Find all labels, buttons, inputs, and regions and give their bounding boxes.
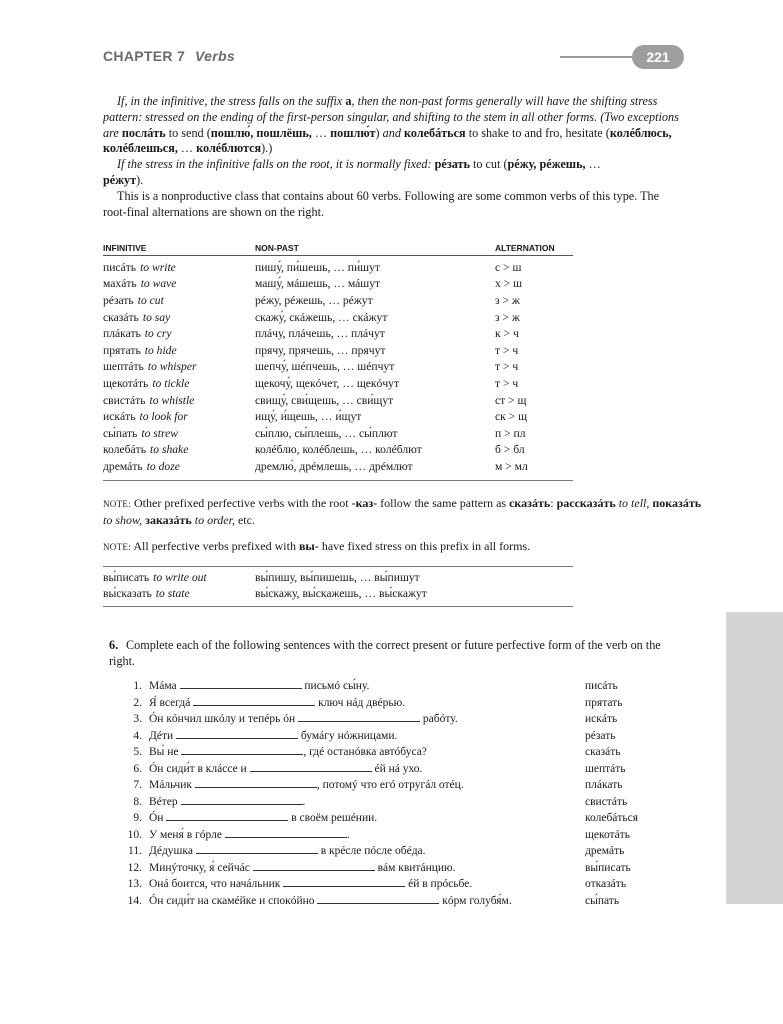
answer-blank[interactable] — [250, 761, 372, 772]
table-row: сказáть to say скажу́, скáжешь, … скáжут з > ж — [103, 310, 520, 324]
answer-blank[interactable] — [225, 827, 347, 838]
table-row: дремáть to doze дремлю́, дрéмлешь, … дрéмлют м > мл — [103, 459, 528, 473]
answer-blank[interactable] — [195, 777, 317, 788]
answer-blank[interactable] — [283, 876, 405, 887]
table-row: прятать to hide прячу, прячешь, … прячут т > ч — [103, 343, 519, 357]
exercise-instruction: 6. Complete each of the following sentences with the correct present or future perfective form of the verb on the right. — [109, 638, 661, 668]
table-row: махáть to wave машу́, мáшешь, … мáшут х > ш — [103, 277, 523, 291]
chapter-label: CHAPTER 7 — [103, 48, 186, 64]
table-row: плáкать to cry плáчу, плáчешь, … плáчут к > ч — [103, 327, 519, 341]
intro-paragraph-1: If, in the infinitive, the stress falls on the suffix а, then the non-past forms generally will have the shifting stress pattern: stressed on the ending of the first-person singular, and shifting to the stem in all other forms. (Two exceptions are послáть to send (пошлю́, пошлёшь, … пошлю́т) and колебáться to shake to and fro, hesitate (колéблюсь, колéблешься, … колéблются).) — [103, 94, 679, 156]
table-row: вы́писать to write out вы́пишу, вы́пишешь, … вы́пишут — [103, 570, 420, 584]
answer-blank[interactable] — [298, 711, 420, 722]
table2-bottom-rule — [103, 606, 573, 607]
intro-text — [103, 94, 685, 220]
answer-blank[interactable] — [166, 810, 288, 821]
table-row: колебáть to shake колéблю, колéблешь, … колéблют б > бл — [103, 443, 525, 457]
col-header-alternation: ALTERNATION — [495, 241, 573, 256]
col-header-infinitive: INFINITIVE — [103, 241, 255, 256]
intro-paragraph-3: This is a nonproductive class that contains about 60 verbs. Following are some common verbs of this type. The root-final alternations are shown on the right. — [103, 188, 660, 219]
vy-verb-table — [103, 569, 573, 602]
table-row: писáть to write пишу́, пи́шешь, … пи́шут с > ш — [103, 260, 522, 274]
running-header — [103, 48, 235, 64]
table-row: свистáть to whistle свищу́, сви́щешь, … сви́щут ст > щ — [103, 393, 527, 407]
intro-paragraph-2: If the stress in the infinitive falls on the root, it is normally fixed: рéзать to cut (рéжу, рéжешь, … рéжут). — [103, 157, 601, 187]
page-number: 221 — [632, 45, 684, 69]
side-thumb-tab — [726, 612, 783, 904]
note-vy: NOTE: All perfective verbs prefixed with вы- have fixed stress on this prefix in all forms. — [103, 539, 531, 553]
answer-blank[interactable] — [176, 728, 298, 739]
table-row: щекотáть to tickle щекочу́, щекóчет, … щекóчут т > ч — [103, 376, 519, 390]
table-row: вы́сказать to state вы́скажу, вы́скажешь, … вы́скажут — [103, 587, 427, 601]
header-rule — [560, 56, 640, 58]
table-row: сы́пать to strew сы́плю, сы́плешь, … сы́плют п > пл — [103, 426, 526, 440]
table-bottom-rule — [103, 480, 573, 481]
answer-blank[interactable] — [193, 695, 315, 706]
table-row: рéзать to cut рéжу, рéжешь, … рéжут з > ж — [103, 293, 520, 307]
table-row: шептáть to whisper шепчу́, шéпчешь, … шéпчут т > ч — [103, 360, 519, 374]
table-header-row — [103, 241, 573, 256]
note-kaz: NOTE: Other prefixed perfective verbs with the root -каз- follow the same pattern as сказáть: рассказáть to tell, показáть to show, заказáть to order, etc. — [103, 496, 702, 527]
table2-top-rule — [103, 566, 573, 567]
exercise-number: 6. — [109, 638, 119, 652]
answer-blank[interactable] — [181, 794, 303, 805]
answer-blank[interactable] — [196, 843, 318, 854]
answer-blank[interactable] — [180, 678, 302, 689]
answer-blank[interactable] — [253, 860, 375, 871]
col-header-non-past: NON-PAST — [255, 241, 495, 256]
answer-blank[interactable] — [317, 893, 439, 904]
table-row: искáть to look for ищу́, и́щешь, … и́щут ск > щ — [103, 410, 528, 424]
answer-blank[interactable] — [181, 744, 303, 755]
verb-table — [103, 241, 573, 475]
section-title: Verbs — [195, 48, 235, 64]
